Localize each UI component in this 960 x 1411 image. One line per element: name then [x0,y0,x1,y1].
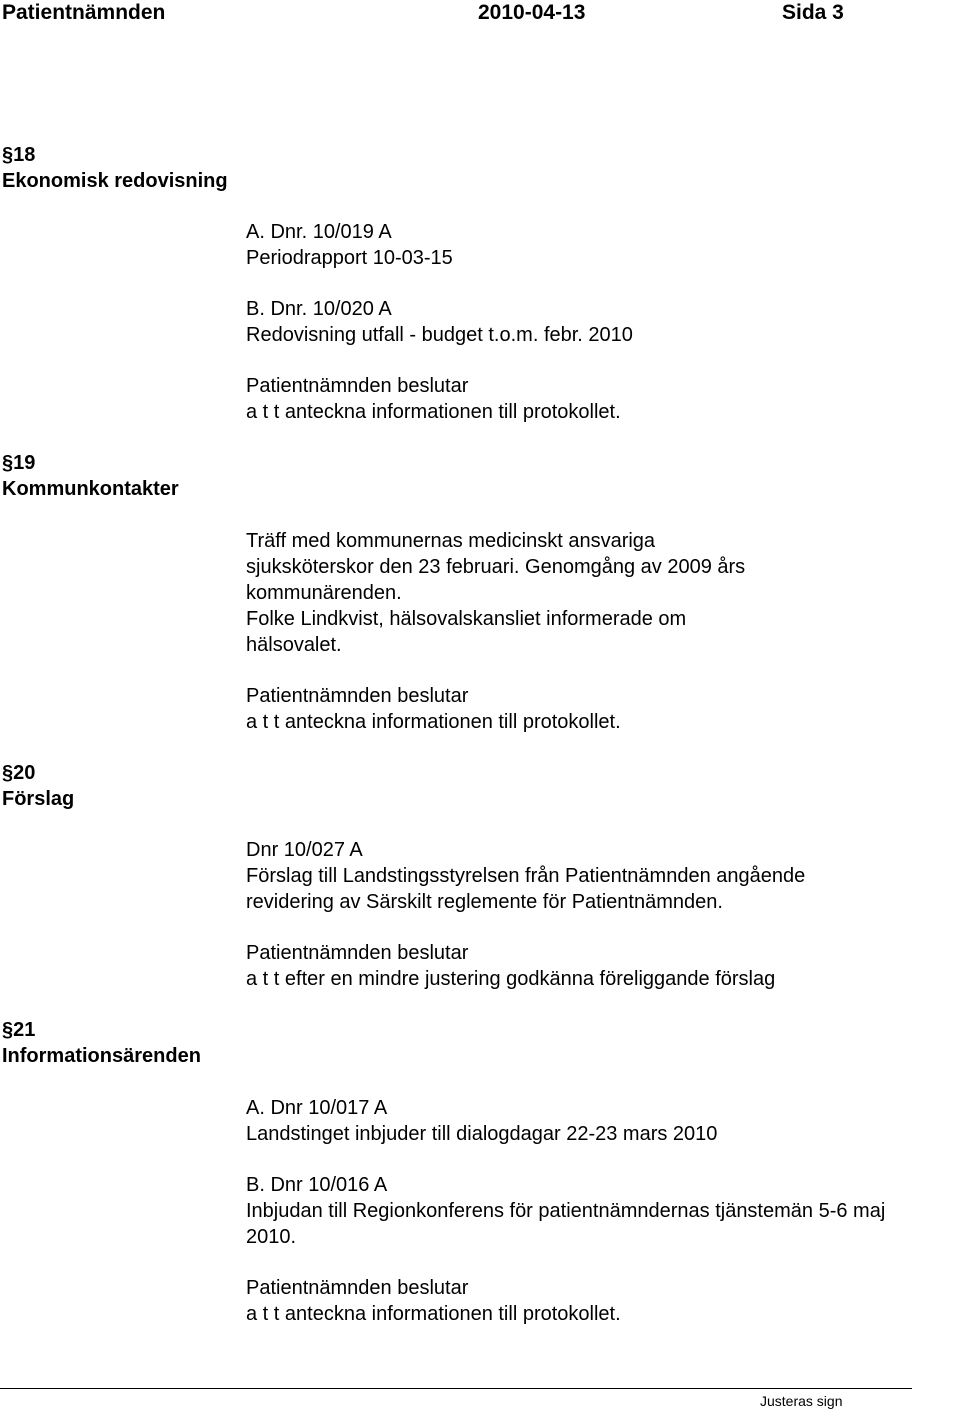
section-20-body-line-2: Förslag till Landstingsstyrelsen från Patientnämnden angående [246,865,806,887]
header-page-number: Sida 3 [782,1,844,24]
section-21-number: §21 [2,1019,36,1041]
section-20-body-line-1: Dnr 10/027 A [246,839,363,861]
section-21-decision-heading: Patientnämnden beslutar [246,1277,469,1299]
section-19-decision-text: a t t anteckna informationen till protokollet. [246,711,621,733]
section-20-decision-text: a t t efter en mindre justering godkänna föreliggande förslag [246,968,776,990]
section-19-body-line-1: Träff med kommunernas medicinskt ansvariga [246,530,656,552]
section-18-decision-heading: Patientnämnden beslutar [246,375,469,397]
section-18-item-a-text: Periodrapport 10-03-15 [246,247,453,269]
section-18-item-b-text: Redovisning utfall - budget t.o.m. febr. 2010 [246,324,633,346]
header-date: 2010-04-13 [478,1,586,24]
section-18-item-a-ref: A. Dnr. 10/019 A [246,221,392,243]
section-18-item-b-ref: B. Dnr. 10/020 A [246,298,392,320]
section-18-number: §18 [2,144,36,166]
section-21-title: Informationsärenden [2,1045,201,1067]
section-18-decision-text: a t t anteckna informationen till protokollet. [246,401,621,423]
section-20-decision-heading: Patientnämnden beslutar [246,942,469,964]
section-19-decision-heading: Patientnämnden beslutar [246,685,469,707]
section-19-body-line-2: sjuksköterskor den 23 februari. Genomgång av 2009 års [246,556,746,578]
section-21-item-a-ref: A. Dnr 10/017 A [246,1097,388,1119]
section-21-item-b-text-line-1: Inbjudan till Regionkonferens för patientnämndernas tjänstemän 5-6 maj [246,1200,886,1222]
section-20-title: Förslag [2,788,75,810]
section-21-decision-text: a t t anteckna informationen till protokollet. [246,1303,621,1325]
section-19-body-line-4: Folke Lindkvist, hälsovalskansliet informerade om [246,608,687,630]
signature-line [0,1388,912,1389]
section-18-title: Ekonomisk redovisning [2,170,228,192]
section-20-number: §20 [2,762,36,784]
signature-label: Justeras sign [760,1393,843,1409]
section-19-title: Kommunkontakter [2,478,179,500]
section-19-number: §19 [2,452,36,474]
section-21-item-a-text: Landstinget inbjuder till dialogdagar 22-23 mars 2010 [246,1123,718,1145]
section-19-body-line-5: hälsovalet. [246,634,342,656]
section-21-item-b-ref: B. Dnr 10/016 A [246,1174,388,1196]
section-19-body-line-3: kommunärenden. [246,582,402,604]
header-org: Patientnämnden [2,1,166,24]
section-21-item-b-text-line-2: 2010. [246,1226,297,1248]
section-20-body-line-3: revidering av Särskilt reglemente för Patientnämnden. [246,891,723,913]
